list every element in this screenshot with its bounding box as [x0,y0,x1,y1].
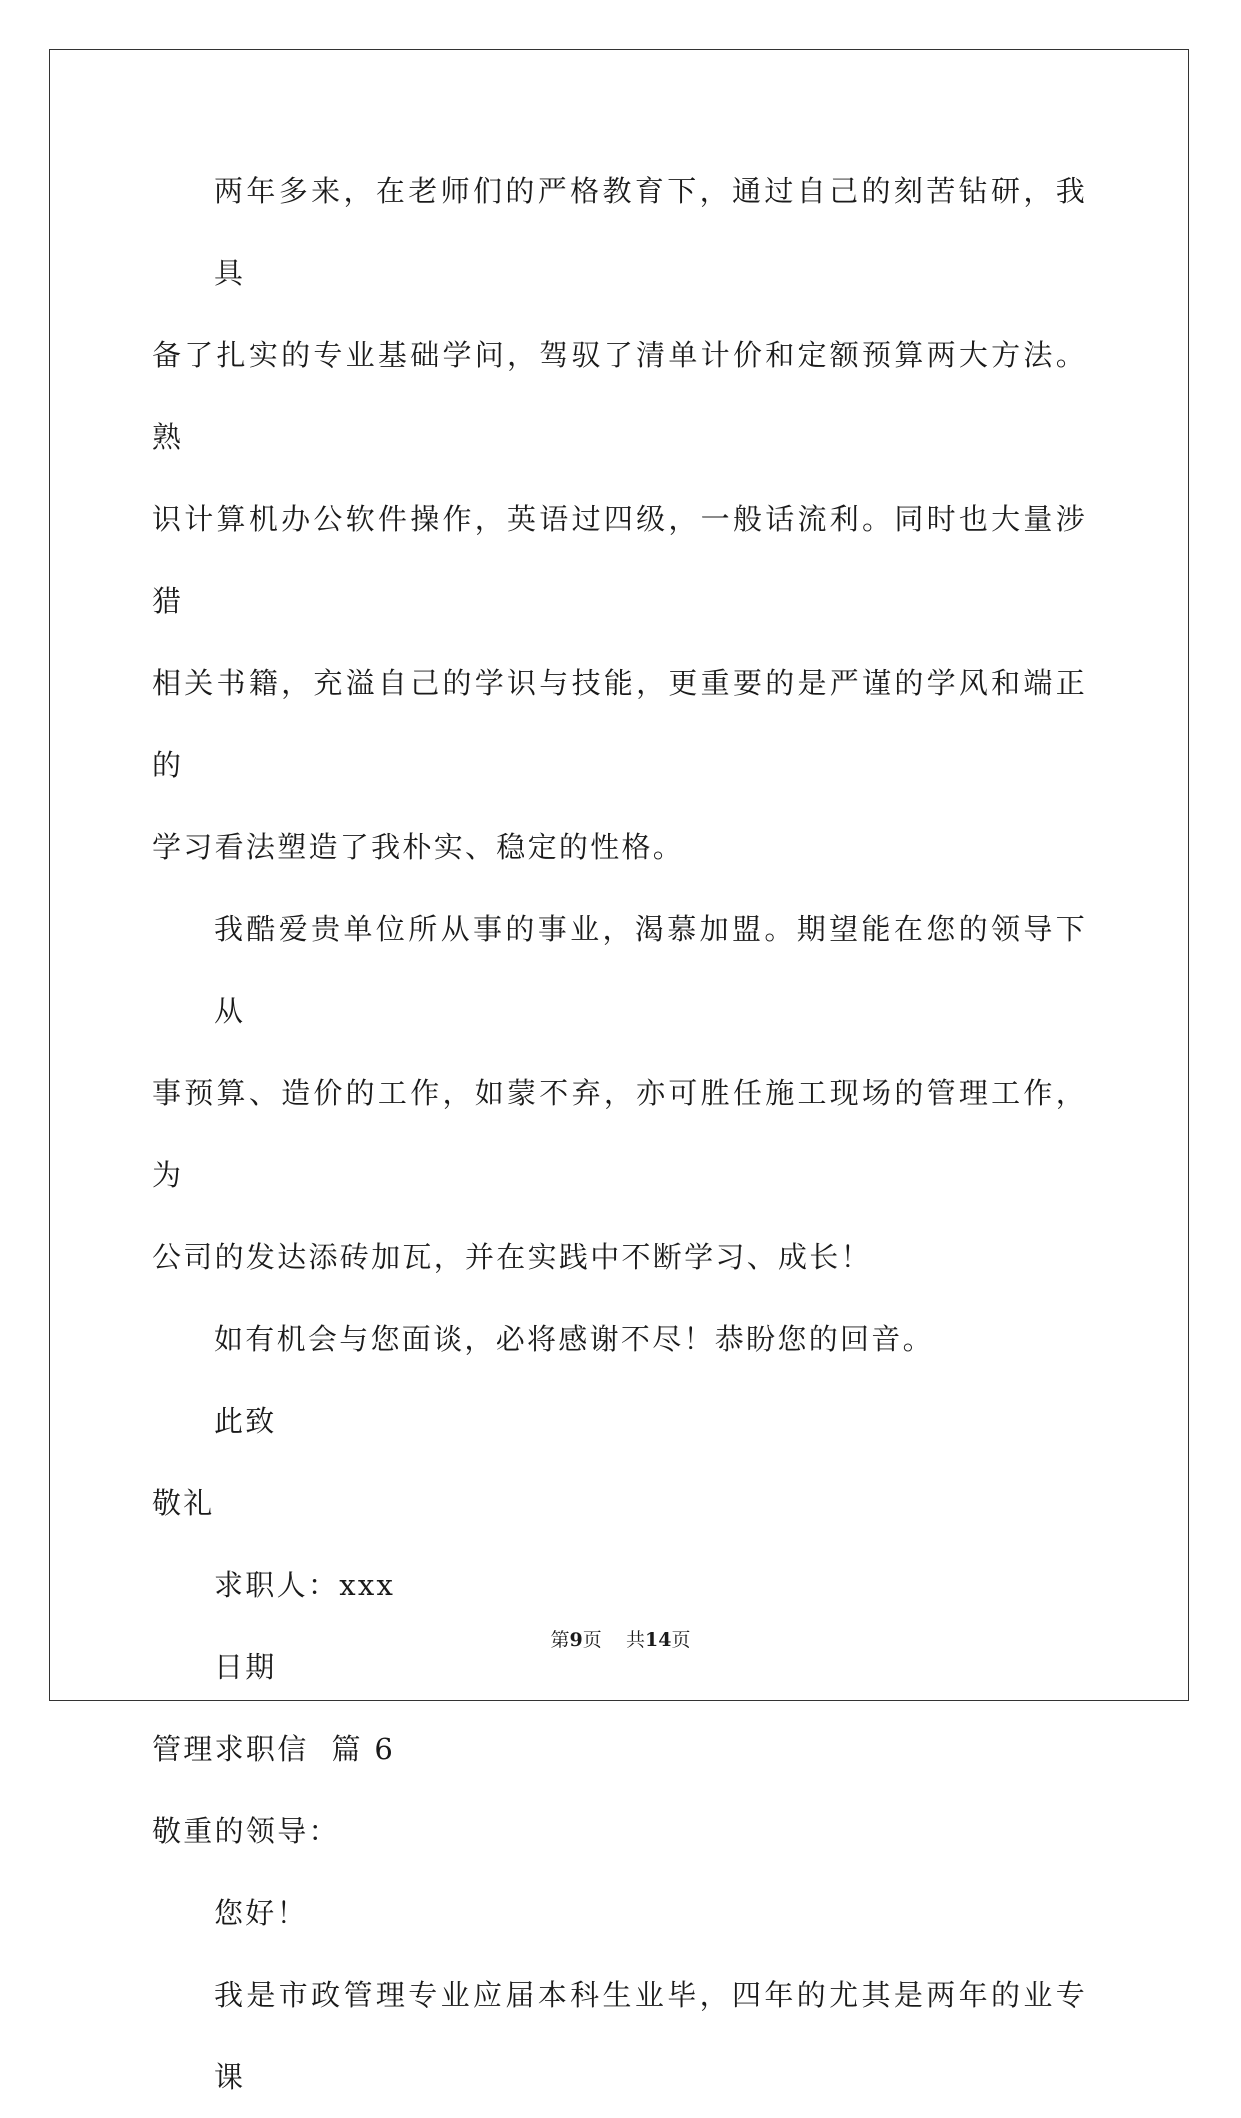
footer-total-prefix: 共 [625,1629,645,1651]
text-line: 敬重的领导： [152,1814,340,1848]
applicant-signature [152,1544,1087,1626]
page-footer [0,1625,1241,1652]
paragraph [152,888,1087,1298]
footer-page-suffix: 页 [582,1629,602,1651]
text-line: 管理求职信 篇 6 [152,1732,396,1766]
text-line: 敬礼 [152,1486,215,1520]
paragraph [152,1954,1087,2118]
text-line: 事预算、造价的工作，如蒙不弃，亦可胜任施工现场的管理工作，为 [152,1076,1087,1192]
total-page-number: 14 [644,1629,672,1651]
text-line: 我是市政管理专业应届本科生业毕，四年的尤其是两年的业专课 [214,1978,1087,2094]
footer-total-suffix: 页 [671,1629,691,1651]
section-heading [152,1708,1087,1790]
footer-prefix: 第 [550,1629,570,1651]
text-line: 如有机会与您面谈，必将感谢不尽！恭盼您的回音。 [214,1322,934,1356]
salutation [152,1462,1087,1544]
text-line: 学习看法塑造了我朴实、稳定的性格。 [152,830,685,864]
paragraph [152,1298,1087,1380]
text-line: 求职人：xxx [214,1568,396,1602]
greeting-recipient [152,1790,1087,1872]
text-line: 您好！ [214,1896,308,1930]
text-line: 两年多来，在老师们的严格教育下，通过自己的刻苦钻研，我具 [214,174,1087,290]
text-line: 公司的发达添砖加瓦，并在实践中不断学习、成长！ [152,1240,872,1274]
paragraph [152,150,1087,888]
document-body [152,150,1087,2118]
text-line: 识计算机办公软件操作，英语过四级，一般话流利。同时也大量涉猎 [152,502,1087,618]
text-line: 我酷爱贵单位所从事的事业，渴慕加盟。期望能在您的领导下从 [214,912,1087,1028]
closing-phrase [152,1380,1087,1462]
text-line: 备了扎实的专业基础学问，驾驭了清单计价和定额预算两大方法。熟 [152,338,1087,454]
text-line: 相关书籍，充溢自己的学识与技能，更重要的是严谨的学风和端正的 [152,666,1087,782]
text-line: 此致 [214,1404,277,1438]
current-page-number: 9 [569,1629,583,1651]
text-line: 日期 [214,1650,277,1684]
greeting [152,1872,1087,1954]
